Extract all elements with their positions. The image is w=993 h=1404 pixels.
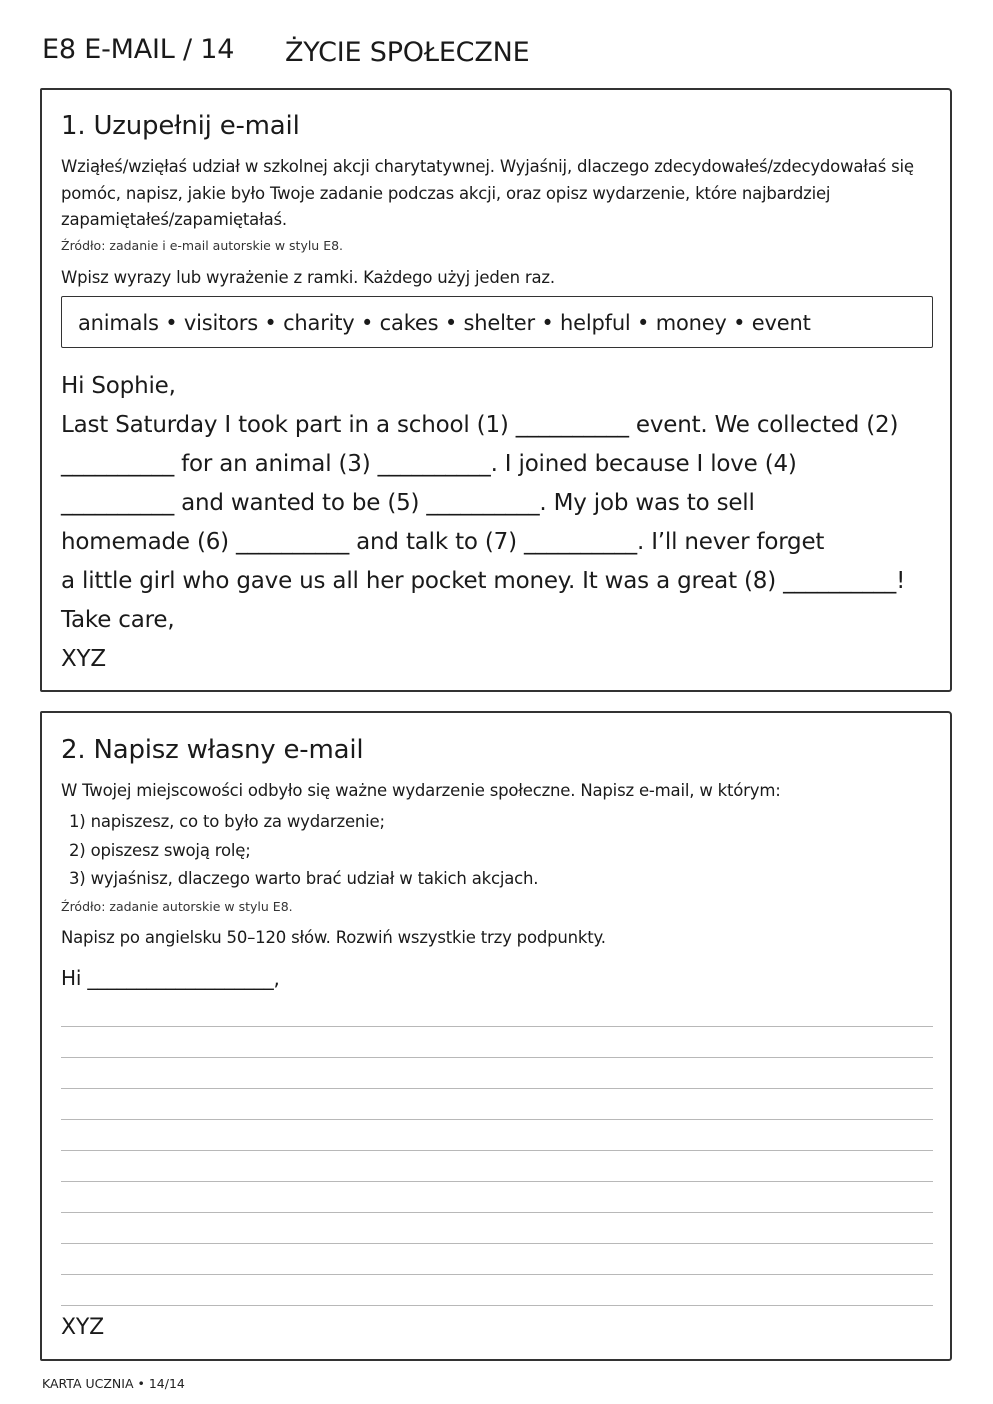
task1-source: Źródło: zadanie i e-mail autorskie w stylu E8. <box>61 238 344 253</box>
writing-line[interactable] <box>61 1150 933 1151</box>
letter-line: __________ for an animal (3) __________. I joined because I love (4) <box>61 451 797 477</box>
letter-line: __________ and wanted to be (5) __________. My job was to sell <box>61 490 755 516</box>
letter-line: a little girl who gave us all her pocket money. It was a great (8) __________! <box>61 568 906 594</box>
writing-line[interactable] <box>61 1026 933 1027</box>
worksheet-topic: ŻYCIE SPOŁECZNE <box>285 37 530 68</box>
letter-line: Last Saturday I took part in a school (1) __________ event. We collected (2) <box>61 412 899 438</box>
task1-title: 1. Uzupełnij e-mail <box>61 111 300 141</box>
length-instruction: Napisz po angielsku 50–120 słów. Rozwiń wszystkie trzy podpunkty. <box>61 928 606 947</box>
page-header <box>42 34 942 74</box>
task2-instruction: W Twojej miejscowości odbyło się ważne wydarzenie społeczne. Napisz e-mail, w którym: <box>61 781 781 800</box>
email-letter <box>61 367 941 679</box>
task1-instruction: Wziąłeś/wzięłaś udział w szkolnej akcji charytatywnej. Wyjaśnij, dlaczego zdecydowałeś/zdecydowałaś się pomóc, napisz, jakie było Twoje zadanie podczas akcji, oraz opisz wydarzenie, które najbardziej zapamiętałeś/zapamiętałaś. <box>61 157 914 229</box>
task2-source: Źródło: zadanie autorskie w stylu E8. <box>61 899 293 914</box>
page-footer: KARTA UCZNIA • 14/14 <box>42 1376 185 1391</box>
list-item: 1) napiszesz, co to było za wydarzenie; <box>69 812 385 831</box>
writing-line[interactable] <box>61 1057 933 1058</box>
letter-line: homemade (6) __________ and talk to (7) __________. I’ll never forget <box>61 529 825 555</box>
task2-panel <box>40 711 952 1361</box>
writing-line[interactable] <box>61 1243 933 1244</box>
letter-line: Take care, <box>61 607 175 633</box>
writing-line[interactable] <box>61 1212 933 1213</box>
list-item: 3) wyjaśnisz, dlaczego warto brać udział w takich akcjach. <box>69 869 539 888</box>
task2-title: 2. Napisz własny e-mail <box>61 735 364 765</box>
task1-panel <box>40 88 952 692</box>
list-item: 2) opiszesz swoją rolę; <box>69 840 251 860</box>
wordbox-instruction: Wpisz wyrazy lub wyrażenie z ramki. Każdego użyj jeden raz. <box>61 268 555 287</box>
letter-line: Hi Sophie, <box>61 373 176 399</box>
task2-points <box>69 808 538 894</box>
word-box: animals • visitors • charity • cakes • shelter • helpful • money • event <box>61 296 933 348</box>
writing-line[interactable] <box>61 1274 933 1275</box>
writing-line[interactable] <box>61 1119 933 1120</box>
email-greeting: Hi ___________________, <box>61 966 280 990</box>
writing-line[interactable] <box>61 1088 933 1089</box>
writing-line[interactable] <box>61 1305 933 1306</box>
worksheet-code: E8 E-MAIL / 14 <box>42 34 235 65</box>
letter-line: XYZ <box>61 646 106 672</box>
writing-line[interactable] <box>61 1181 933 1182</box>
email-signature: XYZ <box>61 1315 104 1340</box>
